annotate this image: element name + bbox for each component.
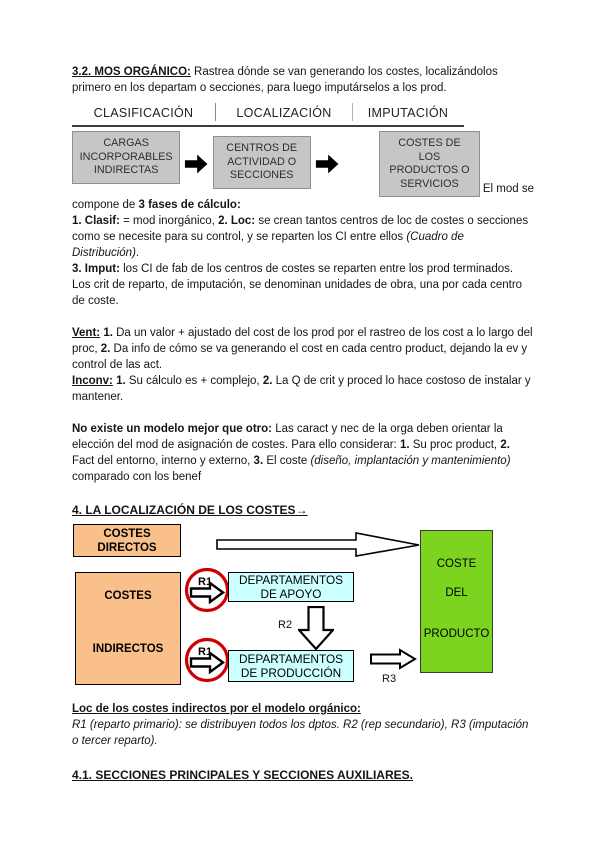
bold-run: No existe un modelo mejor que otro: — [72, 423, 272, 435]
paragraph-inconvenientes — [72, 373, 534, 405]
flow-box-costes — [379, 131, 480, 197]
box-line: DEPARTAMENTOS — [238, 573, 343, 587]
localization-diagram — [72, 522, 502, 692]
flow-box-line: SECCIONES — [229, 169, 294, 181]
text-run: comparado con los benef — [72, 471, 202, 483]
bold-run: 1. Clasif: — [72, 215, 120, 227]
flow-box-line: COSTES DE — [398, 137, 461, 149]
box-line: DEPARTAMENTOS — [238, 652, 343, 666]
paragraph-modelo — [72, 421, 534, 485]
text-run: Rastrea dónde se van generando los costes, localizándolos primero en los departam o secciones, para luego imputárselos a los prod. — [72, 66, 498, 94]
heading-text: 4. LA LOCALIZACIÓN DE LOS COSTES — [72, 503, 296, 517]
section-4-1-heading — [72, 767, 534, 783]
bold-run: 1. — [399, 439, 410, 451]
bold-run: 2. — [500, 439, 510, 451]
flow-box-line: SERVICIOS — [400, 177, 459, 190]
right-arrow-icon — [184, 152, 208, 176]
phase-col-imputacion: IMPUTACIÓN — [367, 106, 449, 120]
bold-run: 2. Loc: — [218, 215, 256, 227]
text-run: El mod se — [482, 183, 534, 195]
r1-label: R1 — [198, 646, 213, 658]
section-4-heading — [72, 502, 534, 518]
box-departamentos-apoyo — [228, 572, 354, 602]
text-run: los CI de fab de los centros de costes se reparten entre los prod terminados. Los crit de reparto, de imputación, se denominan unidades de obra, una por cada centro de coste. — [72, 263, 523, 307]
text-run: se crean tantos centros de loc de costes o secciones como se necesite para su control, y se reparten los CI entre ellos — [72, 215, 529, 243]
heading-text: 4.1. SECCIONES PRINCIPALES Y SECCIONES AUXILIARES. — [72, 768, 413, 782]
r2-down-arrow-icon — [298, 606, 334, 652]
box-line: COSTES — [104, 590, 152, 602]
box-line: PRODUCTO — [423, 628, 490, 640]
section-3-2-heading: 3.2. MOS ORGÁNICO: — [72, 66, 191, 78]
caption-heading — [72, 701, 534, 717]
phase-col-clasificacion: CLASIFICACIÓN — [93, 106, 194, 120]
r1-circle-arrow-icon — [184, 567, 230, 613]
text-run: Las caract y nec de la orga deben orientar la elección del mod de asignación de costes. Para ello considerar: — [72, 423, 503, 451]
phase-table-row — [72, 103, 464, 125]
box-line: DE PRODUCCIÓN — [240, 666, 342, 680]
box-coste-del-producto — [420, 530, 493, 673]
box-departamentos-produccion — [228, 650, 354, 682]
flow-box-line: LOS — [418, 150, 441, 163]
text-run: . — [135, 247, 140, 259]
box-line: INDIRECTOS — [92, 643, 164, 655]
bold-run: 3. — [253, 455, 264, 467]
caption-body: R1 (reparto primario): se distribuyen todos los dptos. R2 (rep secundario), R3 (imputación o tercer reparto). — [72, 719, 529, 747]
flow-box-line: ACTIVIDAD O — [227, 155, 297, 168]
paragraph-compone — [72, 197, 534, 213]
paragraph-intro — [72, 64, 534, 96]
text-run: Da un valor + ajustado del cost de los prod por el rastreo de los cost a lo largo del proc, — [72, 327, 533, 355]
flow-diagram — [72, 131, 534, 197]
r1-circle-arrow-icon — [184, 637, 230, 683]
box-line: DIRECTOS — [97, 541, 157, 554]
flow-box-line: INDIRECTAS — [93, 164, 159, 176]
right-arrow-glyph: → — [295, 503, 308, 517]
flow-box-centros — [213, 136, 311, 189]
spacer — [72, 405, 534, 421]
flow-box-line: PRODUCTOS O — [389, 164, 470, 176]
flow-box-line: CENTROS DE — [226, 142, 298, 154]
r3-right-arrow-icon — [370, 648, 417, 670]
phase-table — [72, 103, 464, 127]
box-costes-directos — [73, 524, 181, 557]
box-line: DEL — [445, 587, 468, 599]
text-run: La Q de crit y proced lo hace costoso de instalar y mantener. — [72, 375, 531, 403]
text-run: Fact del entorno, interno y externo, — [72, 455, 254, 467]
box-line: COSTE — [436, 558, 477, 570]
text-run: Su cálculo es + complejo, — [125, 375, 263, 387]
text-run: Su proc product, — [409, 439, 501, 451]
bold-run: 3 fases de cálculo: — [138, 199, 241, 211]
caption-title: Loc de los costes indirectos por el modelo orgánico: — [72, 703, 361, 715]
bold-run: 3. Imput: — [72, 263, 120, 275]
bold-run: 1. — [100, 327, 113, 339]
flow-box-cargas — [72, 131, 180, 184]
right-arrow-icon — [315, 152, 339, 176]
big-right-arrow-icon — [216, 529, 422, 561]
ventajas-label: Vent: — [72, 327, 101, 339]
flow-box-line: INCORPORABLES — [79, 150, 173, 163]
box-line: DE APOYO — [260, 587, 322, 601]
text-run: El coste — [263, 455, 311, 467]
r3-label: R3 — [382, 673, 397, 685]
flow-box-line: CARGAS — [103, 137, 149, 149]
inconvenientes-label: Inconv: — [72, 375, 113, 387]
spacer — [72, 309, 534, 325]
paragraph-ventajas — [72, 325, 534, 373]
box-costes-indirectos — [75, 572, 181, 685]
phase-col-localizacion: LOCALIZACIÓN — [215, 103, 353, 121]
text-run: Da info de cómo se va generando el cost en cada centro product, dejando la ev y control de las act. — [72, 343, 528, 371]
text-run: = mod inorgánico, — [119, 215, 219, 227]
r1-label: R1 — [198, 576, 213, 588]
italic-run: (Cuadro de Distribución) — [72, 231, 464, 259]
paragraph-fase-3 — [72, 261, 534, 309]
box-line: COSTES — [103, 527, 151, 540]
bold-run: 1. — [112, 375, 126, 387]
italic-run: (diseño, implantación y mantenimiento) — [310, 455, 511, 467]
bold-run: 2. — [262, 375, 273, 387]
paragraph-fases-1-2 — [72, 213, 534, 261]
r2-label: R2 — [278, 619, 293, 631]
text-run: compone de — [72, 199, 139, 211]
bold-run: 2. — [100, 343, 111, 355]
